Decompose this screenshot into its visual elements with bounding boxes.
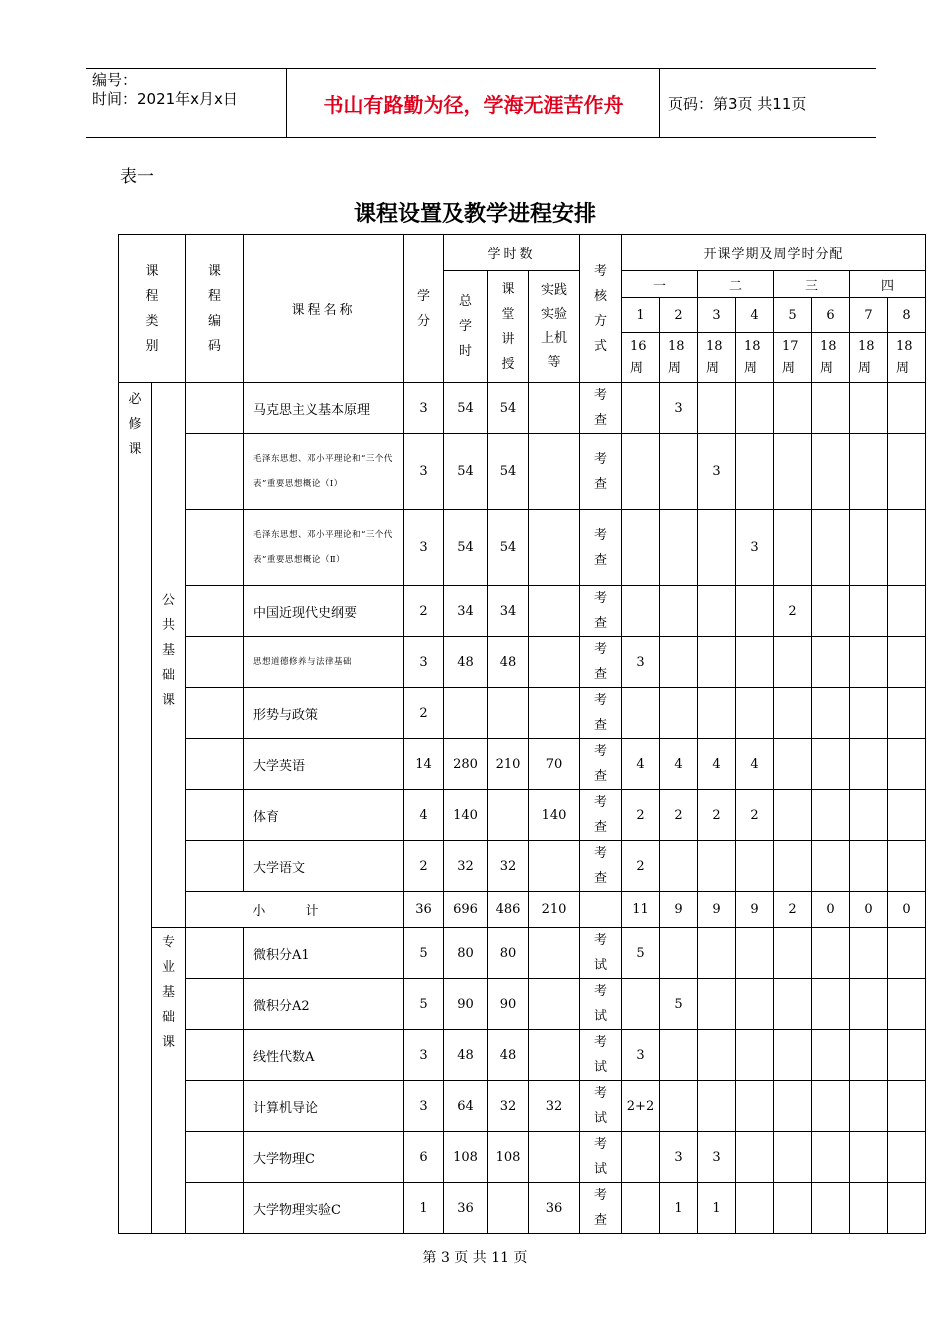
term-hours-cell [850, 586, 888, 637]
table-row [119, 1081, 926, 1132]
credit-cell: 5 [404, 979, 444, 1030]
header-divider [659, 69, 660, 137]
term-hours-cell [812, 1183, 850, 1234]
total-hours-cell: 48 [444, 1030, 488, 1081]
lecture-hours-cell: 486 [488, 892, 529, 928]
term-hours-cell [812, 383, 850, 434]
table-row [119, 510, 926, 586]
table-row [119, 739, 926, 790]
course-name-cell: 微积分A2 [244, 979, 404, 1030]
term-hours-cell [812, 1030, 850, 1081]
term-hours-cell [888, 979, 926, 1030]
term-hours-cell: 9 [660, 892, 698, 928]
col-category-header: 课 程 类 别 [119, 235, 186, 383]
term-hours-cell [698, 928, 736, 979]
lecture-hours-cell: 34 [488, 586, 529, 637]
lecture-hours-cell: 54 [488, 434, 529, 510]
year-header: 三 [774, 271, 850, 298]
term-hours-cell [812, 841, 850, 892]
course-name-cell: 马克思主义基本原理 [244, 383, 404, 434]
term-header: 2 [660, 298, 698, 333]
course-name-cell: 计算机导论 [244, 1081, 404, 1132]
term-hours-cell [622, 586, 660, 637]
term-hours-cell [622, 1132, 660, 1183]
lecture-hours-cell: 80 [488, 928, 529, 979]
table-label: 表一 [120, 167, 154, 187]
total-hours-cell: 140 [444, 790, 488, 841]
subtotal-row [119, 892, 926, 928]
term-hours-cell [774, 928, 812, 979]
table-row [119, 1132, 926, 1183]
time-label: 时间：2021年x月x日 [92, 90, 238, 108]
term-hours-cell [774, 1132, 812, 1183]
course-name-cell: 体育 [244, 790, 404, 841]
term-header: 7 [850, 298, 888, 333]
col-code-header: 课 程 编 码 [186, 235, 244, 383]
term-hours-cell [888, 1030, 926, 1081]
term-hours-cell [812, 434, 850, 510]
table-row [119, 1183, 926, 1234]
term-hours-cell: 2 [736, 790, 774, 841]
exam-cell: 考 试 [580, 1132, 622, 1183]
term-hours-cell [850, 1030, 888, 1081]
term-hours-cell [888, 841, 926, 892]
total-hours-cell: 54 [444, 510, 488, 586]
lecture-hours-cell: 48 [488, 637, 529, 688]
term-hours-cell [850, 434, 888, 510]
exam-cell: 考 查 [580, 790, 622, 841]
total-hours-cell: 32 [444, 841, 488, 892]
practice-hours-cell [529, 383, 580, 434]
page-title: 课程设置及教学进程安排 [353, 202, 596, 227]
code-cell [186, 688, 244, 739]
table-row [119, 383, 926, 434]
lecture-hours-cell: 48 [488, 1030, 529, 1081]
term-hours-cell [660, 688, 698, 739]
term-hours-cell: 3 [622, 1030, 660, 1081]
term-hours-cell: 0 [812, 892, 850, 928]
term-hours-cell: 3 [660, 383, 698, 434]
term-hours-cell [698, 510, 736, 586]
term-hours-cell [660, 1081, 698, 1132]
lecture-hours-cell [488, 790, 529, 841]
credit-cell: 2 [404, 841, 444, 892]
practice-hours-cell [529, 637, 580, 688]
term-hours-cell [812, 1081, 850, 1132]
term-hours-cell: 1 [698, 1183, 736, 1234]
term-hours-cell: 4 [622, 739, 660, 790]
term-hours-cell [736, 928, 774, 979]
table-row [119, 979, 926, 1030]
term-hours-cell [736, 688, 774, 739]
practice-hours-cell [529, 1030, 580, 1081]
term-hours-cell [888, 1132, 926, 1183]
col-credit-header: 学 分 [404, 235, 444, 383]
term-hours-cell [812, 979, 850, 1030]
term-header: 3 [698, 298, 736, 333]
exam-cell [580, 892, 622, 928]
term-hours-cell [736, 383, 774, 434]
table-row [119, 688, 926, 739]
term-hours-cell [850, 510, 888, 586]
table-row [119, 1030, 926, 1081]
term-hours-cell [850, 1183, 888, 1234]
week-header: 18 周 [736, 333, 774, 383]
year-header: 四 [850, 271, 926, 298]
table-row [119, 841, 926, 892]
term-hours-cell: 3 [736, 510, 774, 586]
term-hours-cell [888, 1081, 926, 1132]
exam-cell: 考 查 [580, 434, 622, 510]
term-hours-cell [660, 434, 698, 510]
term-hours-cell: 2 [774, 892, 812, 928]
term-hours-cell: 2 [660, 790, 698, 841]
credit-cell: 3 [404, 1081, 444, 1132]
term-hours-cell [812, 739, 850, 790]
lecture-hours-cell: 32 [488, 841, 529, 892]
exam-cell: 考 查 [580, 510, 622, 586]
total-hours-cell: 280 [444, 739, 488, 790]
practice-hours-cell [529, 841, 580, 892]
term-hours-cell [736, 434, 774, 510]
credit-cell: 2 [404, 586, 444, 637]
term-hours-cell [774, 1183, 812, 1234]
term-hours-cell [888, 637, 926, 688]
code-cell [186, 1081, 244, 1132]
col-semester-group-header: 开课学期及周学时分配 [622, 235, 926, 271]
course-name-cell: 大学物理实验C [244, 1183, 404, 1234]
term-hours-cell: 9 [736, 892, 774, 928]
term-hours-cell [812, 1132, 850, 1183]
term-hours-cell [774, 1030, 812, 1081]
term-hours-cell [660, 928, 698, 979]
term-hours-cell [698, 383, 736, 434]
term-hours-cell: 9 [698, 892, 736, 928]
week-header: 18 周 [850, 333, 888, 383]
term-hours-cell [812, 637, 850, 688]
term-hours-cell: 3 [660, 1132, 698, 1183]
practice-hours-cell [529, 1132, 580, 1183]
term-header: 1 [622, 298, 660, 333]
term-hours-cell [622, 688, 660, 739]
total-hours-cell: 64 [444, 1081, 488, 1132]
term-header: 4 [736, 298, 774, 333]
category-main-cell: 必 修 课 [119, 383, 152, 1234]
term-hours-cell [736, 841, 774, 892]
course-name-cell: 毛泽东思想、邓小平理论和“三个代表”重要思想概论（Ⅱ） [244, 510, 404, 586]
credit-cell: 14 [404, 739, 444, 790]
term-hours-cell [736, 586, 774, 637]
term-hours-cell [850, 637, 888, 688]
group-label-cell: 专 业 基 础 课 [152, 928, 186, 1234]
exam-cell: 考 查 [580, 1183, 622, 1234]
term-hours-cell [698, 1081, 736, 1132]
week-header: 16 周 [622, 333, 660, 383]
term-hours-cell [774, 434, 812, 510]
practice-hours-cell [529, 510, 580, 586]
col-name-header: 课程名称 [244, 235, 404, 383]
practice-hours-cell [529, 928, 580, 979]
code-cell [186, 1183, 244, 1234]
term-hours-cell [622, 510, 660, 586]
code-cell [186, 586, 244, 637]
term-hours-cell: 3 [698, 1132, 736, 1183]
exam-cell: 考 试 [580, 1081, 622, 1132]
subtotal-label: 小 计 [186, 892, 404, 928]
term-hours-cell: 4 [698, 739, 736, 790]
credit-cell: 5 [404, 928, 444, 979]
term-hours-cell: 0 [850, 892, 888, 928]
lecture-hours-cell: 210 [488, 739, 529, 790]
year-header: 一 [622, 271, 698, 298]
term-hours-cell [888, 434, 926, 510]
col-exam-header: 考 核 方 式 [580, 235, 622, 383]
practice-hours-cell [529, 979, 580, 1030]
total-hours-cell: 90 [444, 979, 488, 1030]
term-hours-cell [774, 841, 812, 892]
term-hours-cell [660, 1030, 698, 1081]
table-row [119, 790, 926, 841]
credit-cell: 36 [404, 892, 444, 928]
term-hours-cell [660, 586, 698, 637]
practice-hours-cell: 36 [529, 1183, 580, 1234]
exam-cell: 考 查 [580, 383, 622, 434]
course-name-cell: 线性代数A [244, 1030, 404, 1081]
lecture-hours-cell: 32 [488, 1081, 529, 1132]
term-hours-cell [660, 841, 698, 892]
header-meta [86, 69, 286, 137]
credit-cell: 3 [404, 1030, 444, 1081]
term-hours-cell [774, 688, 812, 739]
code-cell [186, 383, 244, 434]
term-header: 8 [888, 298, 926, 333]
term-hours-cell [850, 383, 888, 434]
total-hours-cell: 54 [444, 383, 488, 434]
group-label-cell: 公 共 基 础 课 [152, 383, 186, 928]
table-row [119, 928, 926, 979]
term-hours-cell [736, 1030, 774, 1081]
term-header: 6 [812, 298, 850, 333]
code-cell [186, 790, 244, 841]
term-hours-cell [736, 979, 774, 1030]
exam-cell: 考 查 [580, 688, 622, 739]
week-header: 18 周 [660, 333, 698, 383]
term-hours-cell [888, 510, 926, 586]
term-hours-cell: 4 [736, 739, 774, 790]
term-hours-cell [850, 979, 888, 1030]
course-name-cell: 大学物理C [244, 1132, 404, 1183]
total-hours-cell: 80 [444, 928, 488, 979]
term-hours-cell: 4 [660, 739, 698, 790]
term-hours-cell [774, 637, 812, 688]
course-name-cell: 毛泽东思想、邓小平理论和“三个代表”重要思想概论（Ⅰ） [244, 434, 404, 510]
term-hours-cell: 2 [622, 790, 660, 841]
header-motto: 书山有路勤为径，学海无涯苦作舟 [323, 92, 624, 117]
term-hours-cell [888, 688, 926, 739]
term-hours-cell: 2 [622, 841, 660, 892]
term-hours-cell [660, 510, 698, 586]
header-page-info: 页码：第3页 共11页 [668, 94, 807, 113]
term-hours-cell [736, 1081, 774, 1132]
term-hours-cell [888, 790, 926, 841]
exam-cell: 考 查 [580, 739, 622, 790]
term-hours-cell [888, 586, 926, 637]
term-hours-cell [622, 383, 660, 434]
table-row [119, 637, 926, 688]
term-hours-cell [774, 510, 812, 586]
code-cell [186, 928, 244, 979]
term-hours-cell [698, 637, 736, 688]
total-hours-cell: 36 [444, 1183, 488, 1234]
schedule-table [118, 234, 926, 1234]
term-hours-cell [850, 1081, 888, 1132]
exam-cell: 考 查 [580, 586, 622, 637]
practice-hours-cell [529, 586, 580, 637]
term-hours-cell [774, 1081, 812, 1132]
practice-hours-cell: 210 [529, 892, 580, 928]
col-lecture-header: 课 堂 讲 授 [488, 271, 529, 383]
credit-cell: 4 [404, 790, 444, 841]
term-hours-cell [698, 688, 736, 739]
exam-cell: 考 试 [580, 979, 622, 1030]
term-hours-cell [736, 1132, 774, 1183]
term-hours-cell [812, 790, 850, 841]
code-cell [186, 1132, 244, 1183]
practice-hours-cell: 140 [529, 790, 580, 841]
practice-hours-cell: 32 [529, 1081, 580, 1132]
term-hours-cell [850, 928, 888, 979]
course-name-cell: 大学语文 [244, 841, 404, 892]
term-hours-cell [812, 688, 850, 739]
page-header [86, 68, 876, 138]
lecture-hours-cell: 90 [488, 979, 529, 1030]
term-hours-cell [698, 841, 736, 892]
total-hours-cell: 54 [444, 434, 488, 510]
code-cell [186, 434, 244, 510]
credit-cell: 3 [404, 434, 444, 510]
credit-cell: 3 [404, 510, 444, 586]
course-name-cell: 微积分A1 [244, 928, 404, 979]
term-header: 5 [774, 298, 812, 333]
week-header: 18 周 [888, 333, 926, 383]
year-header: 二 [698, 271, 774, 298]
term-hours-cell: 3 [698, 434, 736, 510]
code-cell [186, 841, 244, 892]
code-cell [186, 510, 244, 586]
col-hours-group-header: 学时数 [444, 235, 580, 271]
term-hours-cell: 0 [888, 892, 926, 928]
practice-hours-cell: 70 [529, 739, 580, 790]
term-hours-cell [774, 383, 812, 434]
term-hours-cell [660, 637, 698, 688]
term-hours-cell [812, 510, 850, 586]
term-hours-cell [622, 979, 660, 1030]
term-hours-cell [812, 586, 850, 637]
col-total-header: 总 学 时 [444, 271, 488, 383]
term-hours-cell [888, 928, 926, 979]
practice-hours-cell [529, 688, 580, 739]
term-hours-cell [850, 688, 888, 739]
term-hours-cell: 11 [622, 892, 660, 928]
term-hours-cell [774, 790, 812, 841]
course-name-cell: 形势与政策 [244, 688, 404, 739]
total-hours-cell: 48 [444, 637, 488, 688]
practice-hours-cell [529, 434, 580, 510]
lecture-hours-cell [488, 1183, 529, 1234]
term-hours-cell [622, 1183, 660, 1234]
term-hours-cell: 5 [622, 928, 660, 979]
term-hours-cell: 2+2 [622, 1081, 660, 1132]
code-cell [186, 1030, 244, 1081]
code-cell [186, 637, 244, 688]
term-hours-cell [774, 739, 812, 790]
term-hours-cell: 1 [660, 1183, 698, 1234]
term-hours-cell [888, 383, 926, 434]
term-hours-cell [774, 979, 812, 1030]
total-hours-cell: 696 [444, 892, 488, 928]
lecture-hours-cell: 54 [488, 383, 529, 434]
term-hours-cell [698, 1030, 736, 1081]
code-cell [186, 739, 244, 790]
term-hours-cell: 5 [660, 979, 698, 1030]
term-hours-cell [812, 928, 850, 979]
lecture-hours-cell [488, 688, 529, 739]
term-hours-cell: 2 [698, 790, 736, 841]
term-hours-cell [622, 434, 660, 510]
total-hours-cell [444, 688, 488, 739]
term-hours-cell [888, 1183, 926, 1234]
week-header: 17 周 [774, 333, 812, 383]
term-hours-cell [850, 1132, 888, 1183]
col-practice-header: 实践 实验 上机 等 [529, 271, 580, 383]
number-label: 编号： [92, 71, 138, 89]
credit-cell: 2 [404, 688, 444, 739]
term-hours-cell [850, 841, 888, 892]
term-hours-cell [698, 586, 736, 637]
term-hours-cell [736, 637, 774, 688]
term-hours-cell [736, 1183, 774, 1234]
term-hours-cell [888, 739, 926, 790]
term-hours-cell [698, 979, 736, 1030]
lecture-hours-cell: 108 [488, 1132, 529, 1183]
course-name-cell: 大学英语 [244, 739, 404, 790]
total-hours-cell: 34 [444, 586, 488, 637]
credit-cell: 6 [404, 1132, 444, 1183]
term-hours-cell [850, 739, 888, 790]
lecture-hours-cell: 54 [488, 510, 529, 586]
exam-cell: 考 查 [580, 841, 622, 892]
term-hours-cell: 3 [622, 637, 660, 688]
term-hours-cell: 2 [774, 586, 812, 637]
credit-cell: 3 [404, 637, 444, 688]
course-name-cell: 思想道德修养与法律基础 [244, 637, 404, 688]
exam-cell: 考 试 [580, 1030, 622, 1081]
table-row [119, 434, 926, 510]
week-header: 18 周 [812, 333, 850, 383]
code-cell [186, 979, 244, 1030]
term-hours-cell [850, 790, 888, 841]
total-hours-cell: 108 [444, 1132, 488, 1183]
exam-cell: 考 查 [580, 637, 622, 688]
credit-cell: 3 [404, 383, 444, 434]
exam-cell: 考 试 [580, 928, 622, 979]
page-footer: 第 3 页 共 11 页 [422, 1250, 528, 1266]
course-name-cell: 中国近现代史纲要 [244, 586, 404, 637]
table-row [119, 586, 926, 637]
credit-cell: 1 [404, 1183, 444, 1234]
week-header: 18 周 [698, 333, 736, 383]
